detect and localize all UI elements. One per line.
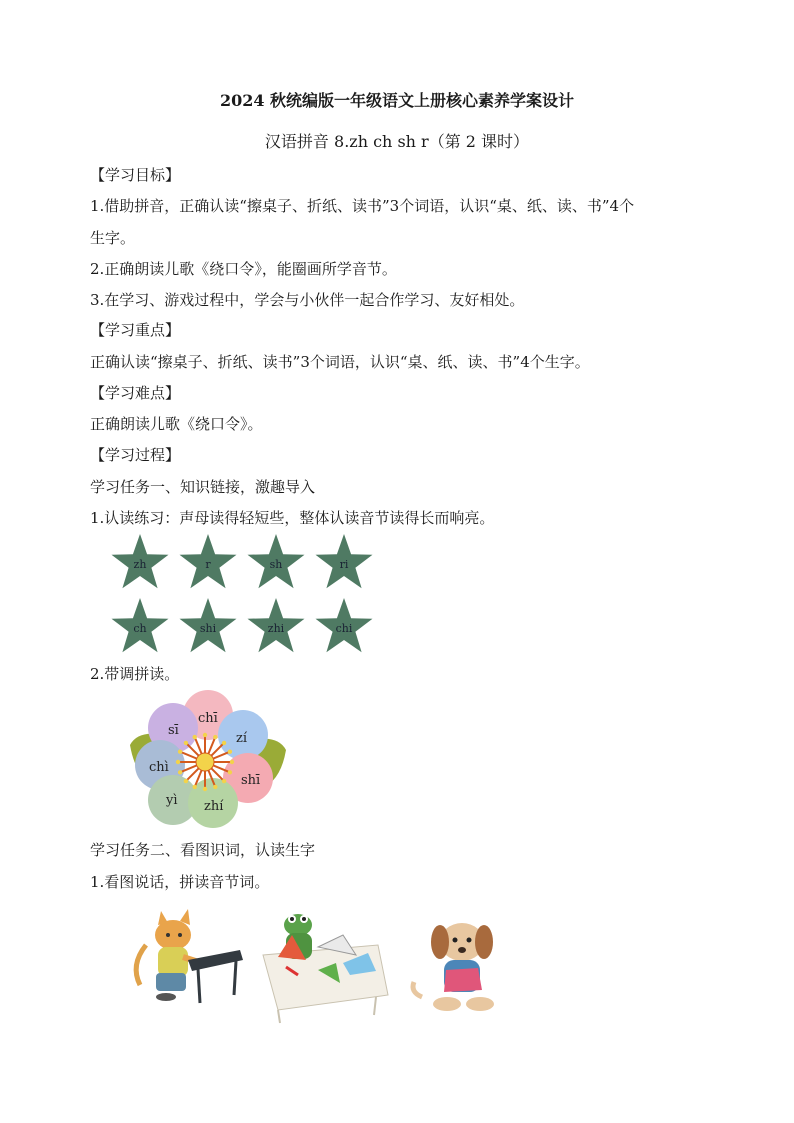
petal-left-label: chì xyxy=(149,760,169,775)
star-label-zhi: zhi xyxy=(267,622,285,635)
document-subtitle: 汉语拼音 8.zh ch sh r（第 2 课时） xyxy=(264,132,530,151)
goal-1-line-a: 1.借助拼音，正确认读“擦桌子、折纸、读书”3个词语，认识“桌、纸、读、书”4个 xyxy=(90,197,635,215)
task-2-heading: 学习任务二、看图识词，认读生字 xyxy=(90,841,316,859)
difficulty-header: 【学习难点】 xyxy=(90,384,181,402)
flower-ray-tip xyxy=(178,770,182,774)
petal-bottom-left-label: yì xyxy=(166,793,178,808)
flower-ray-tip xyxy=(213,735,217,739)
document-title: 2024 秋统编版一年级语文上册核心素养学案设计 xyxy=(219,91,575,110)
star-label-ch: ch xyxy=(133,622,147,635)
petal-top-label: chī xyxy=(198,711,218,726)
flower-ray-tip xyxy=(228,770,232,774)
task-1-item-1: 1.认读练习：声母读得轻短些，整体认读音节读得长而响亮。 xyxy=(90,509,495,527)
frog-folding-paper-illustration xyxy=(258,905,393,1025)
star-label-sh: sh xyxy=(269,558,283,571)
task-1-item-2: 2.带调拼读。 xyxy=(90,665,180,683)
dog-reading-book-illustration xyxy=(402,912,522,1017)
goals-header: 【学习目标】 xyxy=(90,166,181,184)
star-label-ri: ri xyxy=(339,558,349,571)
flower-ray-tip xyxy=(178,750,182,754)
task-1-heading: 学习任务一、知识链接，激趣导入 xyxy=(90,478,316,496)
initials-star-grid xyxy=(100,530,400,660)
flower-ray-tip xyxy=(184,741,188,745)
goal-3: 3.在学习、游戏过程中，学会与小伙伴一起合作学习、友好相处。 xyxy=(90,291,525,309)
petal-top-left-label: sī xyxy=(168,723,179,738)
flower-ray-tip xyxy=(222,779,226,783)
flower-ray-tip xyxy=(203,787,207,791)
flower-ray-tip xyxy=(203,733,207,737)
flower-ray-tip xyxy=(184,779,188,783)
task-2-item-1: 1.看图说话，拼读音节词。 xyxy=(90,873,270,891)
goal-2: 2.正确朗读儿歌《绕口令》，能圈画所学音节。 xyxy=(90,260,397,278)
flower-ray-tip xyxy=(222,741,226,745)
petal-right-label: shī xyxy=(241,773,261,788)
key-text: 正确认读“擦桌子、折纸、读书”3个词语，认识“桌、纸、读、书”4个生字。 xyxy=(90,353,590,371)
flower-ray-tip xyxy=(176,760,180,764)
goal-1-line-b: 生字。 xyxy=(90,229,136,247)
flower-ray-tip xyxy=(230,760,234,764)
flower-ray-tip xyxy=(213,785,217,789)
key-header: 【学习重点】 xyxy=(90,321,181,339)
difficulty-text: 正确朗读儿歌《绕口令》。 xyxy=(90,415,263,433)
star-label-shi: shi xyxy=(199,622,217,635)
process-header: 【学习过程】 xyxy=(90,446,181,464)
flower-center xyxy=(196,753,214,771)
flower-ray-tip xyxy=(193,785,197,789)
cat-wiping-table-illustration xyxy=(128,905,248,1010)
petal-top-right-label: zí xyxy=(236,731,248,746)
star-label-zh: zh xyxy=(133,558,147,571)
flower-ray-tip xyxy=(193,735,197,739)
petal-bottom-label: zhí xyxy=(204,799,224,814)
flower-ray-tip xyxy=(228,750,232,754)
star-label-r: r xyxy=(205,558,211,571)
star-label-chi: chi xyxy=(335,622,353,635)
tone-flower xyxy=(128,690,288,830)
